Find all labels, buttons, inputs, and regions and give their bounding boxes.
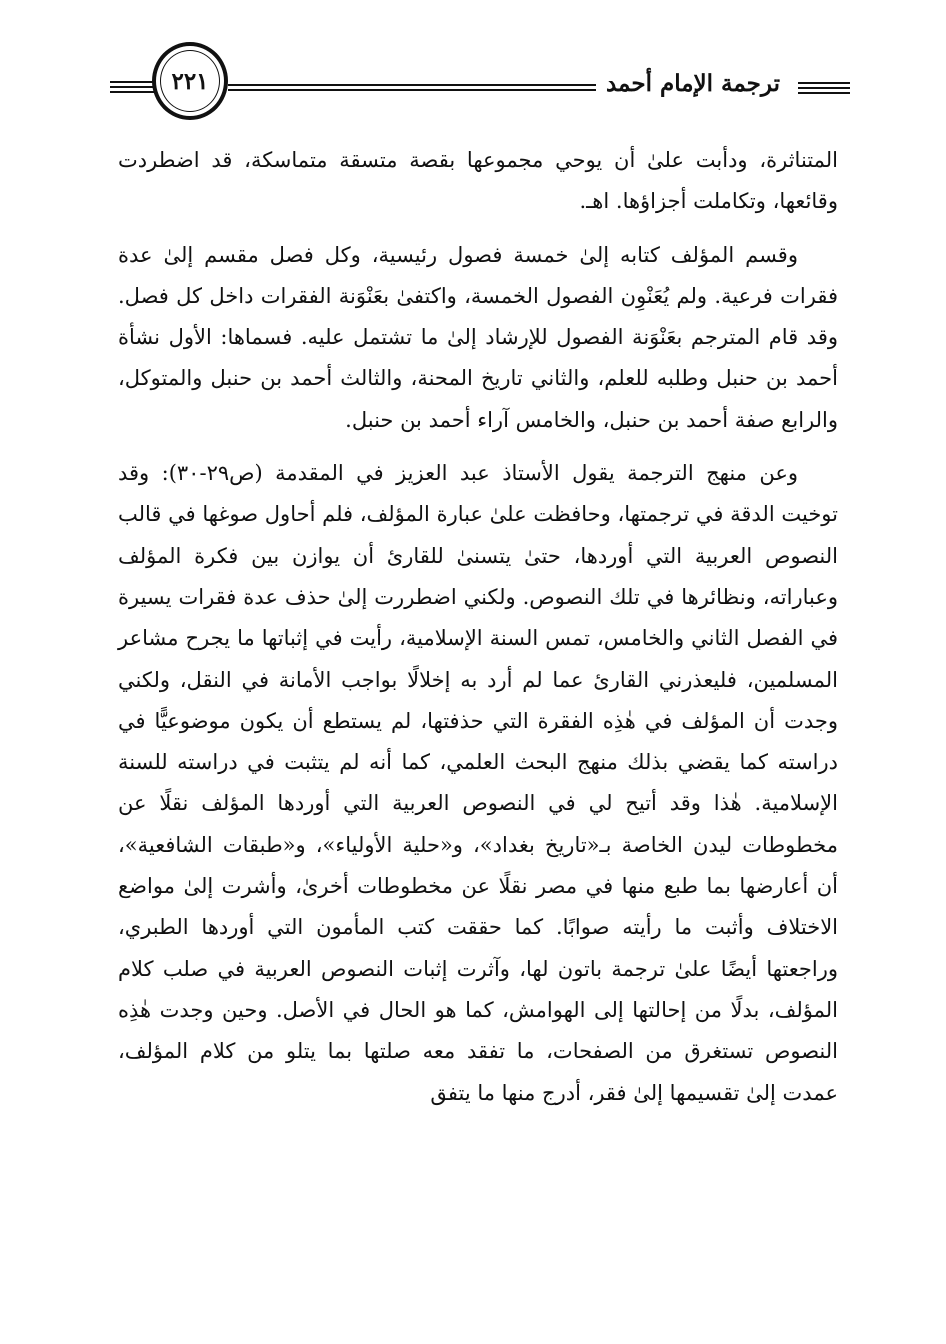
page-number-badge xyxy=(152,42,228,120)
page-number: ٢٢١ xyxy=(171,67,209,95)
header-rule-right xyxy=(798,82,850,94)
paragraph-continued: المتناثرة، ودأبت علىٰ أن يوحي مجموعها بقصة متسقة متماسكة، قد اضطردت وقائعها، وتكاملت أجزاؤها. اهـ. xyxy=(118,148,838,214)
running-header xyxy=(110,42,850,142)
body-text xyxy=(118,140,838,1114)
header-rule-left xyxy=(110,81,158,93)
running-title: ترجمة الإمام أحمد xyxy=(596,62,788,106)
paragraph-translation-method: وعن منهج الترجمة يقول الأستاذ عبد العزيز في المقدمة (ص٢٩-٣٠): وقد توخيت الدقة في ترجمتها، وحافظت علىٰ عبارة المؤلف، فلم أحاول صوغها في قالب النصوص العربية التي أوردها، حتىٰ يتسنىٰ للقارئ أن يوازن بين فكرة المؤلف وعباراته، ونظائرها في تلك النصوص. ولكني اضطررت إلىٰ حذف عدة فقرات يسيرة في الفصل الثاني والخامس، تمس السنة الإسلامية، رأيت في إثباتها ما يجرح مشاعر المسلمين، فليعذرني القارئ عما لم أرد به إخلالًا بواجب الأمانة في النقل، ولكني وجدت أن المؤلف في هٰذِه الفقرة التي حذفتها، لم يستطع أن يكون موضوعيًّا في دراسته كما يقضي بذلك منهج البحث العلمي، كما أنه لم يتثبت في دراسته للسنة الإسلامية. هٰذا وقد أتيح لي في النصوص العربية التي أوردها المؤلف نقلًا عن مخطوطات ليدن الخاصة بـ«تاريخ بغداد»، و«حلية الأولياء»، و«طبقات الشافعية»، أن أعارضها بما طبع منها في مصر نقلًا عن مخطوطات أخرىٰ، وأشرت إلىٰ مواضع الاختلاف وأثبت ما رأيته صوابًا. كما حققت كتب المأمون التي أوردها الطبري، وراجعتها أيضًا علىٰ ترجمة باتون لها، وآثرت إثبات النصوص العربية في صلب كلام المؤلف، بدلًا من إحالتها إلى الهوامش، كما هو الحال في الأصل. وحين وجدت هٰذِه النصوص تستغرق من الصفحات، ما تفقد معه صلتها بما يتلو من كلام المؤلف، عمدت إلىٰ تقسيمها إلىٰ فقر، أدرج منها ما يتفق xyxy=(118,461,839,1105)
paragraph-chapters: وقسم المؤلف كتابه إلىٰ خمسة فصول رئيسية، وكل فصل مقسم إلىٰ عدة فقرات فرعية. ولم يُعَنْوِن الفصول الخمسة، واكتفىٰ بعَنْوَنة الفقرات داخل كل فصل. وقد قام المترجم بعَنْوَنة الفصول للإرشاد إلىٰ ما تشتمل عليه. فسماها: الأول نشأة أحمد بن حنبل وطلبه للعلم، والثاني تاريخ المحنة، والثالث أحمد بن حنبل والمتوكل، والرابع صفة أحمد بن حنبل، والخامس آراء أحمد بن حنبل. xyxy=(118,242,838,432)
